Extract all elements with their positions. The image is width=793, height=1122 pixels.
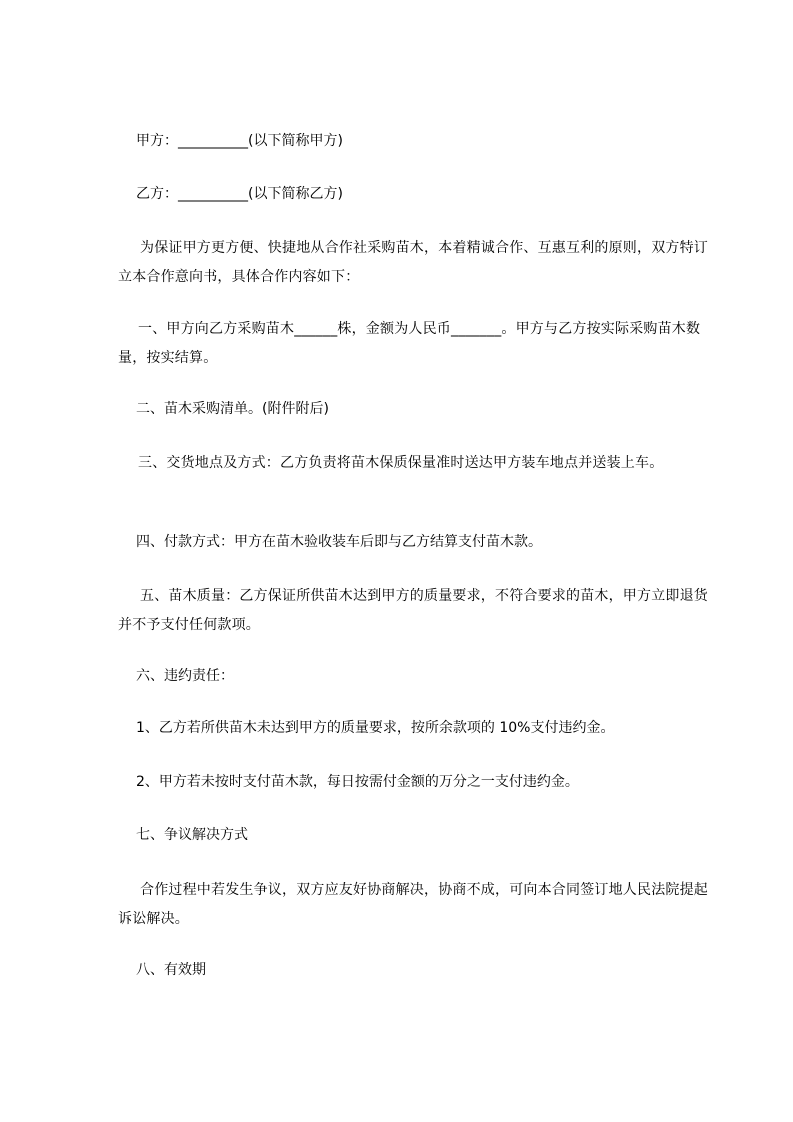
- party-b-line: 乙方：__________(以下简称乙方): [136, 186, 343, 202]
- clause-8-heading: 八、有效期: [136, 962, 206, 978]
- party-a-line: 甲方：__________(以下简称甲方): [136, 133, 343, 149]
- clause-7-body: 合作过程中若发生争议，双方应友好协商解决，协商不成，可向本合同签订地人民法院提起诉讼解决。: [118, 882, 708, 927]
- clause-6-item-2: 2、甲方若未按时支付苗木款，每日按需付金额的万分之一支付违约金。: [136, 774, 579, 790]
- clause-3-paragraph: 三、交货地点及方式：乙方负责将苗木保质保量准时送达甲方装车地点并送装上车。: [138, 455, 664, 471]
- clause-6-item-1: 1、乙方若所供苗木未达到甲方的质量要求，按所余款项的 10%支付违约金。: [136, 720, 615, 736]
- clause-1-paragraph: 一、甲方向乙方采购苗木______株，金额为人民币_______。甲方与乙方按实际采购苗木数量，按实结算。: [118, 321, 701, 366]
- clause-7-heading: 七、争议解决方式: [136, 827, 248, 843]
- clause-5-paragraph: 五、苗木质量：乙方保证所供苗木达到甲方的质量要求，不符合要求的苗木，甲方立即退货并不予支付任何款项。: [118, 588, 708, 633]
- clause-2-line: 二、苗木采购清单。(附件附后): [136, 401, 329, 417]
- intro-paragraph: 为保证甲方更方便、快捷地从合作社采购苗木，本着精诚合作、互惠互利的原则，双方特订立本合作意向书，具体合作内容如下：: [118, 240, 708, 285]
- clause-6-heading: 六、违约责任：: [136, 668, 234, 684]
- clause-4-line: 四、付款方式：甲方在苗木验收装车后即与乙方结算支付苗木款。: [136, 534, 542, 550]
